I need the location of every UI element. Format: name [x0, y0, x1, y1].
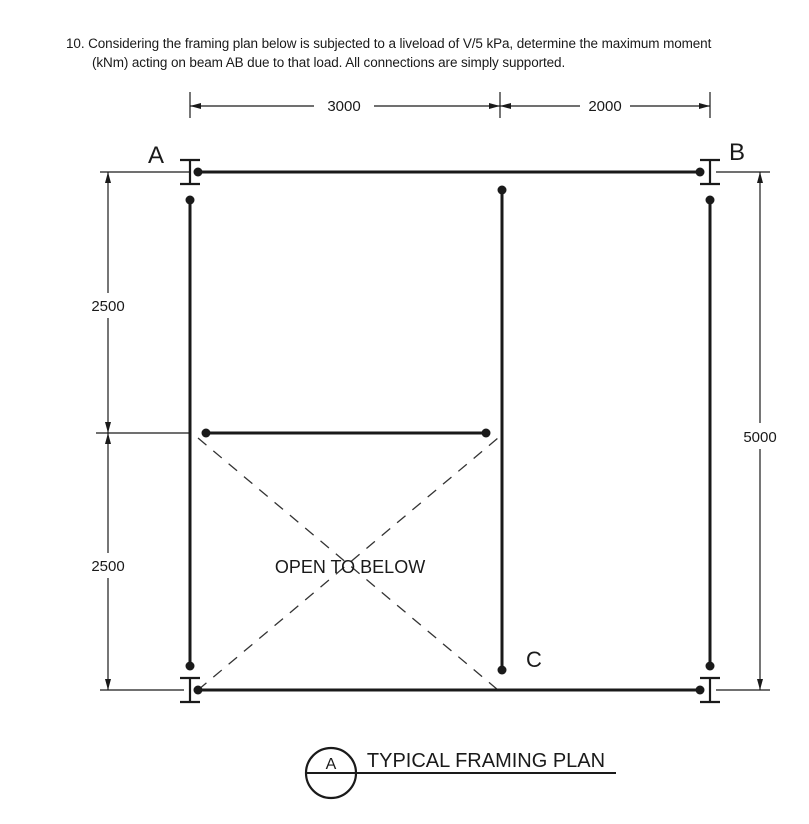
dim-2000-label: 2000: [588, 98, 622, 115]
open-to-below-label: OPEN TO BELOW: [274, 557, 426, 577]
title-marker-label: A: [325, 756, 337, 773]
label-a: A: [147, 142, 165, 169]
dim-2500-upper-label: 2500: [91, 298, 125, 315]
left-dimension: [96, 172, 190, 690]
dim-3000-label: 3000: [327, 98, 361, 115]
drawing-title: TYPICAL FRAMING PLAN: [366, 750, 606, 772]
beams: [190, 172, 710, 690]
dim-5000-label: 5000: [743, 429, 777, 446]
question-line-2: (kNm) acting on beam AB due to that load. All connections are simply supported.: [92, 55, 566, 70]
connection-dots: [186, 168, 715, 695]
top-dimension: [190, 92, 710, 118]
question-line-1: 10. Considering the framing plan below is subjected to a liveload of V/5 kPa, determine the maximum moment: [66, 36, 712, 51]
label-b: B: [728, 139, 746, 166]
dim-2500-lower-label: 2500: [91, 558, 125, 575]
label-c: C: [526, 647, 542, 672]
